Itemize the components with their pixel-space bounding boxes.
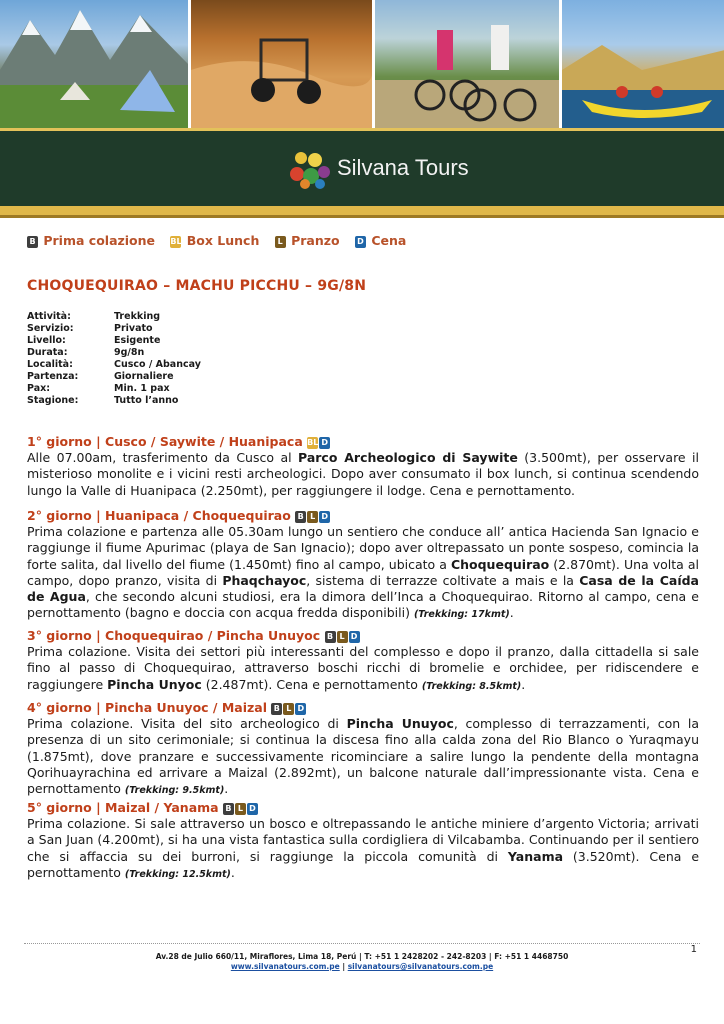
page-number: 1	[690, 944, 697, 955]
dinner-badge-icon: D	[247, 803, 258, 815]
day-text: (2.487mt). Cena e pernottamento	[201, 676, 422, 692]
info-row	[27, 383, 201, 395]
day-description	[27, 450, 699, 499]
day-title-text: 5° giorno | Maizal / Yanama	[27, 800, 219, 815]
page-footer	[0, 952, 724, 972]
day-text: (2.870mt). Una volta al campo, dopo pranzo, visita di	[27, 556, 699, 588]
day-description: Prima colazione. Visita del sito archeologico di Pincha Unuyoc, complesso di terrazzamenti, con la presenza di un sito cerimoniale; si continua la discesa fino alla calda zona del Rio Blanco o Yuraqmayu (1.875mt), dove pranzare e successivamente ricominciare a salire lungo la pendente della montagna Qorihuayrachina ed arrivare a Maizal (2.892mt), un balcone naturale dall’impressionante vista. Cena e pernottamento (Trekking: 9.5kmt).	[27, 716, 699, 797]
day-title	[27, 434, 699, 450]
day-1-section	[27, 434, 699, 499]
email-link[interactable]: silvanatours@silvanatours.com.pe	[347, 962, 494, 971]
dinner-badge-icon: D	[355, 236, 366, 248]
info-key: Durata:	[27, 347, 68, 358]
footer-links	[0, 962, 724, 972]
info-value: Cusco / Abancay	[114, 359, 201, 370]
trekking-distance: (Trekking: 17kmt)	[413, 609, 510, 621]
dinner-badge-icon: D	[319, 511, 330, 523]
info-row	[27, 347, 201, 359]
legend-lunch-label: Pranzo	[291, 233, 340, 248]
day-text: Alle 07.00am, trasferimento da Cusco al	[27, 450, 298, 466]
day-text: (3.500mt), per osservare il misterioso monolite e i vicini resti archeologici. Dopo aver consumato il box lunch, si continua scendendo lungo la Valle di Huanipaca (2.250mt), per raggiungere il lodge. Cena e pernottamento.	[27, 450, 699, 498]
day-text: Prima colazione. Visita dei settori più interessanti del complesso e dopo il pranzo, dalla cittadella si sale fino al passo di Choquequirao, attraverso boschi ricchi di bromelie e orchidee, per ridiscendere e raggiungere	[27, 644, 699, 692]
header-stripe-dark	[0, 215, 724, 218]
lunch-badge-icon: L	[235, 803, 246, 815]
meal-legend	[27, 233, 417, 248]
footer-address: Av.28 de Julio 660/11, Miraflores, Lima 18, Perú | T: +51 1 2428202 - 242-8203 | F: +51 1 4468750	[155, 952, 569, 961]
day-description: Prima colazione. Visita dei settori più interessanti del complesso e dopo il pranzo, dalla cittadella si sale fino al passo di Choquequirao, attraverso boschi ricchi di bromelie e orchidee, per ridiscendere e raggiungere Pincha Unyoc (2.487mt). Cena e pernottamento (Trekking: 8.5kmt).	[27, 644, 699, 692]
lunch-badge-icon: L	[337, 631, 348, 643]
photo-cyclists	[375, 0, 558, 128]
day-5-section	[27, 800, 699, 883]
info-value: 9g/8n	[114, 347, 145, 358]
legend-dinner-label: Cena	[371, 233, 407, 248]
photo-mountain-camp	[0, 0, 188, 128]
info-key: Servizio:	[27, 323, 74, 334]
day-title-text: 3° giorno | Choquequirao / Pincha Unuyoc	[27, 628, 321, 643]
header-stripe	[0, 206, 724, 215]
info-key: Stagione:	[27, 395, 79, 406]
info-row	[27, 335, 201, 347]
day-3-section	[27, 628, 699, 695]
breakfast-badge-icon: B	[27, 236, 38, 248]
trekking-distance: (Trekking: 12.5kmt)	[124, 868, 231, 880]
info-value: Min. 1 pax	[114, 383, 170, 394]
info-key: Pax:	[27, 383, 51, 394]
day-title-text: 2° giorno | Huanipaca / Choquequirao	[27, 508, 291, 523]
day-text-bold: Pincha Unuyoc	[346, 716, 454, 732]
day-text: Prima colazione. Si sale attraverso un bosco e oltrepassando le antiche miniere d’argento Victoria; arrivati a San Juan (4.200mt), si ha una vista fantastica sulla cordigliera di Vilcabamba. Continuando per il sentiero che si affaccia su dei burroni, si raggiunge la piccola comunità di	[27, 816, 699, 864]
info-row	[27, 371, 201, 383]
day-text-bold: Casa de la Caída de Agua	[27, 572, 699, 605]
info-value: Giornaliere	[114, 371, 174, 382]
day-description: Prima colazione e partenza alle 05.30am lungo un sentiero che conduce all’ antica Hacienda San Ignacio e raggiunge il fiume Apurimac (playa de San Ignacio); dopo aver oltrepassato un ponte sospeso, comincia la forte salita, dal livello del fiume (1.450mt) fino al campo, ubicato a Choquequirao (2.870mt). Una volta al campo, dopo pranzo, visita di Phaqchayoc, sistema di terrazze coltivate a mais e la Casa de la Caída de Agua, che secondo alcuni studiosi, era la dimora dell’Inca a Choquequirao. Ritorno al campo, cena e pernottamento (bagno e doccia con acqua fredda disponibili) (Trekking: 17kmt).	[27, 524, 699, 621]
day-text: , sistema di terrazze coltivate a mais e la	[306, 572, 580, 588]
trekking-distance: (Trekking: 9.5kmt)	[124, 785, 225, 797]
day-text-bold: Pincha Unyoc	[107, 676, 202, 692]
info-row	[27, 323, 201, 335]
breakfast-badge-icon: B	[271, 703, 282, 715]
day-4-section	[27, 700, 699, 799]
day-title	[27, 628, 699, 644]
dinner-badge-icon: D	[295, 703, 306, 715]
tour-title: CHOQUEQUIRAO – MACHU PICCHU – 9G/8N	[27, 278, 367, 294]
day-text-bold: Choquequirao	[450, 556, 550, 572]
photo-kayak-lake	[562, 0, 724, 128]
breakfast-badge-icon: B	[223, 803, 234, 815]
legend-box-lunch-label: Box Lunch	[186, 233, 260, 248]
day-text-bold: Phaqchayoc	[222, 572, 307, 588]
day-title-text: 1° giorno | Cusco / Saywite / Huanipaca	[27, 434, 303, 449]
day-title	[27, 700, 699, 716]
photo-dune-buggy	[191, 0, 372, 128]
dinner-badge-icon: D	[349, 631, 360, 643]
day-text: , complesso di terrazzamenti, con la presenza di un sito cerimoniale; si continua la discesa fino alla calda zona del Rio Blanco o Yuraqmayu (1.875mt), dove pranzare e successivamente ricominciare a salire lungo la pendente della montagna Qorihuayrachina ed arrivare a Maizal (2.892mt), un balcone naturale dall’impressionante vista. Cena e pernottamento	[27, 716, 699, 797]
info-value: Tutto l’anno	[114, 395, 179, 406]
day-title	[27, 508, 699, 524]
box-lunch-badge-icon: BL	[307, 437, 319, 447]
day-text: Prima colazione. Visita del sito archeologico di	[27, 716, 347, 732]
info-value: Trekking	[114, 311, 161, 322]
header-photo-strip	[0, 0, 724, 128]
day-2-section	[27, 508, 699, 623]
info-key: Località:	[27, 359, 73, 370]
day-title-text: 4° giorno | Pincha Unuyoc / Maizal	[27, 700, 267, 715]
info-value: Esigente	[114, 335, 161, 346]
info-row	[27, 311, 201, 323]
silvana-tours-logo	[287, 148, 469, 188]
day-text: Prima colazione e partenza alle 05.30am lungo un sentiero che conduce all’ antica Hacienda San Ignacio e raggiunge il fiume Apurimac (playa de San Ignacio); dopo aver oltrepassato un ponte sospeso, comincia la forte salita, dal livello del fiume (1.450mt) fino al campo, ubicato a	[27, 524, 699, 572]
day-description: Prima colazione. Si sale attraverso un bosco e oltrepassando le antiche miniere d’argento Victoria; arrivati a San Juan (4.200mt), si ha una vista fantastica sulla cordigliera di Vilcabamba. Continuando per il sentiero che si affaccia su dei burroni, si raggiunge la piccola comunità di Yanama (3.520mt). Cena e pernottamento (Trekking: 12.5kmt).	[27, 816, 700, 880]
footer-separator: |	[339, 962, 348, 971]
trekking-distance: (Trekking: 8.5kmt)	[421, 680, 522, 692]
footer-divider	[24, 943, 700, 944]
day-text-bold: Parco Archeologico di Saywite	[298, 450, 518, 466]
logo-flower-icon	[287, 148, 333, 188]
brand-name: Silvana Tours	[337, 155, 469, 180]
breakfast-badge-icon: B	[325, 631, 336, 643]
breakfast-badge-icon: B	[295, 511, 306, 523]
legend-breakfast-label: Prima colazione	[43, 233, 156, 248]
lunch-badge-icon: L	[283, 703, 294, 715]
lunch-badge-icon: L	[307, 511, 318, 523]
day-text: , che secondo alcuni studiosi, era la dimora dell’Inca a Choquequirao. Ritorno al campo, cena e pernottamento (bagno e doccia con acqua fredda disponibili)	[27, 589, 699, 621]
day-text-bold: Yanama	[507, 848, 564, 864]
info-row	[27, 359, 201, 371]
dinner-badge-icon: D	[319, 437, 330, 449]
lunch-badge-icon: L	[275, 236, 286, 248]
day-title	[27, 800, 699, 816]
info-key: Attività:	[27, 311, 71, 322]
info-key: Partenza:	[27, 371, 79, 382]
tour-info-table	[27, 311, 201, 407]
info-key: Livello:	[27, 335, 66, 346]
info-value: Privato	[114, 323, 153, 334]
website-link[interactable]: www.silvanatours.com.pe	[230, 962, 340, 971]
box-lunch-badge-icon: BL	[170, 236, 182, 246]
info-row	[27, 395, 201, 407]
day-text: (3.520mt). Cena e pernottamento	[27, 848, 700, 880]
